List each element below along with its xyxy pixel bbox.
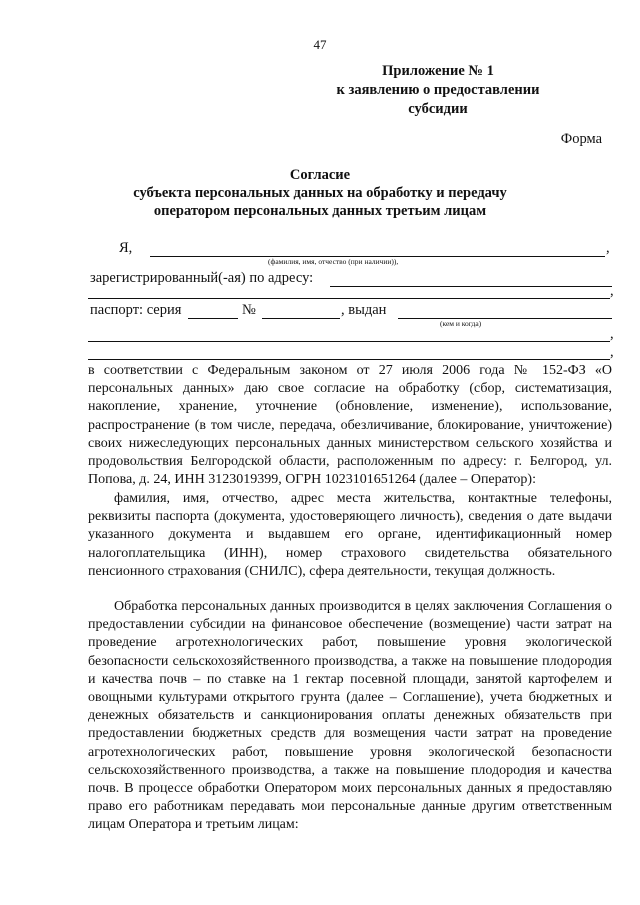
address-field[interactable] — [330, 286, 612, 287]
passport-series-label: паспорт: серия — [90, 302, 182, 318]
issued-by-field-line-3[interactable] — [88, 359, 610, 360]
consent-paragraph-3: Обработка персональных данных производится в целях заключения Соглашения о предоставлении субсидии на финансовое обеспечение (возмещение) части затрат на проведение агротехнологических работ, повышение уровня экологической безопасности сельскохозяйственного производства, а также на повышение плодородия и качества почв – по ставке на 1 гектар посевной площади, занятой картофелем и овощными культурами открытого грунта (далее – Соглашение), учета бюджетных и денежных обязательств и санкционирования оплаты денежных обязательств при предоставлении бюджетных средств для возмещения части затрат на проведение агротехнологических работ, повышение уровня экологической безопасности сельскохозяйственного производства, а также на повышение плодородия и качества почв. В процессе обработки Оператором моих персональных данных я предоставляю право его работникам передавать мои персональные данные другим ответственным лицам Оператора и третьим лицам: — [88, 599, 612, 833]
name-hint: (фамилия, имя, отчество (при наличии)), — [268, 257, 399, 266]
page-number: 47 — [313, 37, 327, 52]
passport-series-field[interactable] — [188, 318, 238, 319]
i-label: Я, — [119, 240, 133, 256]
appendix-line-1: Приложение № 1 — [382, 63, 494, 79]
appendix-line-2: к заявлению о предоставлении — [336, 82, 540, 98]
appendix-header — [288, 62, 588, 119]
passport-number-label: № — [242, 302, 256, 318]
name-comma: , — [606, 240, 610, 256]
title-line-2: субъекта персональных данных на обработку и передачу — [133, 185, 507, 201]
issued-comma-2: , — [610, 344, 614, 360]
title-line-3: оператором персональных данных третьим лицам — [153, 203, 487, 219]
passport-number-field[interactable] — [262, 318, 340, 319]
title-line-1: Согласие — [289, 167, 351, 183]
document-title — [0, 166, 640, 220]
address-field-line-2[interactable] — [88, 298, 610, 299]
issued-by-field[interactable] — [398, 318, 612, 319]
issued-hint: (кем и когда) — [440, 319, 482, 328]
issued-label: , выдан — [341, 302, 387, 318]
address-comma: , — [610, 283, 614, 299]
issued-by-field-line-2[interactable] — [88, 341, 610, 342]
consent-paragraph-1: в соответствии с Федеральным законом от 27 июля 2006 года № 152-ФЗ «О персональных данных» даю свое согласие на обработку (сбор, систематизация, накопление, хранение, уточнение (обновление, изменение), использование, распространение (в том числе, передача, обезличивание, блокирование, уничтожение) своих нижеследующих персональных данных министерством сельского хозяйства и продовольствия Белгородской области, расположенным по адресу: г. Белгород, ул. Попова, д. 24, ИНН 3123019399, ОГРН 1023101651264 (далее – Оператор): — [88, 363, 612, 488]
form-label: Форма — [560, 131, 602, 147]
appendix-line-3: субсидии — [408, 101, 468, 117]
issued-comma-1: , — [610, 326, 614, 342]
registered-label: зарегистрированный(-ая) по адресу: — [90, 270, 314, 286]
consent-paragraph-2: фамилия, имя, отчество, адрес места жительства, контактные телефоны, реквизиты паспорта (документа, удостоверяющего личность), сведения о дате выдачи указанного документа и выдавшем его органе, идентификационный номер налогоплательщика (ИНН), номер страхового свидетельства обязательного пенсионного страхования (СНИЛС), сфера деятельности, текущая должность. — [88, 491, 612, 579]
